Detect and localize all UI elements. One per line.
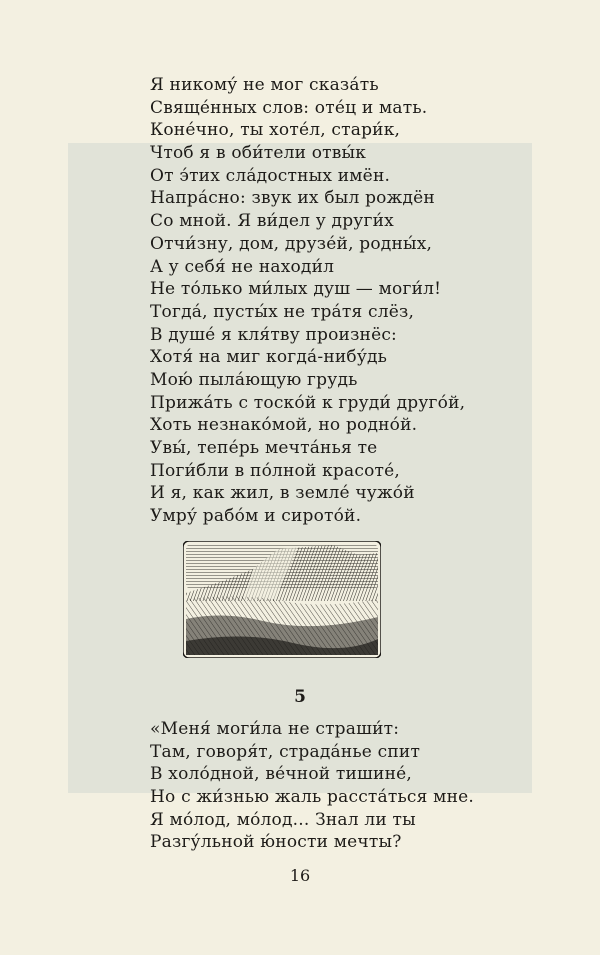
verse-line: В душе́ я кля́тву произнёс:	[150, 324, 397, 345]
verse-line: «Меня́ моги́ла не страши́т:	[150, 719, 400, 739]
verse-line: Коне́чно, ты хоте́л, стари́к,	[150, 120, 401, 141]
verse-line: От э́тих сла́достных имён.	[150, 165, 391, 186]
verse-line: Хоть незнако́мой, но родно́й.	[150, 415, 418, 436]
verse-line: Хотя́ на миг когда́-нибу́дь	[150, 347, 388, 368]
verse-line: Прижа́ть с тоско́й к груди́ друго́й,	[150, 392, 466, 413]
verse-line: Я мо́лод, мо́лод... Знал ли ты	[150, 809, 416, 830]
verse-line: Там, говоря́т, страда́нье спит	[150, 741, 421, 762]
verse-line: Умру́ рабо́м и сирото́й.	[150, 506, 362, 527]
stanza-bottom	[150, 718, 474, 854]
verse-line: Напра́сно: звук их был рождён	[150, 188, 435, 209]
verse-line: Чтоб я в оби́тели отвы́к	[150, 143, 367, 164]
verse-line: Я никому́ не мог сказа́ть	[150, 75, 379, 95]
verse-line: И я, как жил, в земле́ чужо́й	[150, 483, 415, 504]
verse-line: Со мной. Я ви́дел у други́х	[150, 211, 394, 232]
verse-line: Свяще́нных слов: оте́ц и мать.	[150, 97, 428, 118]
verse-line: В холо́дной, ве́чной тишине́,	[150, 764, 412, 785]
page-number: 16	[289, 866, 311, 885]
verse-line: Мою́ пыла́ющую грудь	[150, 369, 358, 390]
verse-line: Поги́бли в по́лной красоте́,	[150, 460, 400, 481]
section-number: 5	[294, 687, 306, 707]
verse-line: Не то́лько ми́лых душ — моги́л!	[150, 279, 442, 300]
verse-line: Отчи́зну, дом, друзе́й, родны́х,	[150, 233, 433, 254]
verse-line: Разгу́льной ю́ности мечты?	[150, 832, 402, 853]
verse-line: А у себя́ не находи́л	[150, 256, 335, 277]
stanza-top	[150, 74, 465, 528]
verse-line: Тогда́, пусты́х не тра́тя слёз,	[150, 301, 415, 322]
mountain-landscape-engraving-icon	[183, 541, 381, 658]
verse-line: Но с жи́знью жаль расста́ться мне.	[150, 787, 474, 808]
verse-line: Увы́, тепе́рь мечта́нья те	[150, 438, 378, 458]
